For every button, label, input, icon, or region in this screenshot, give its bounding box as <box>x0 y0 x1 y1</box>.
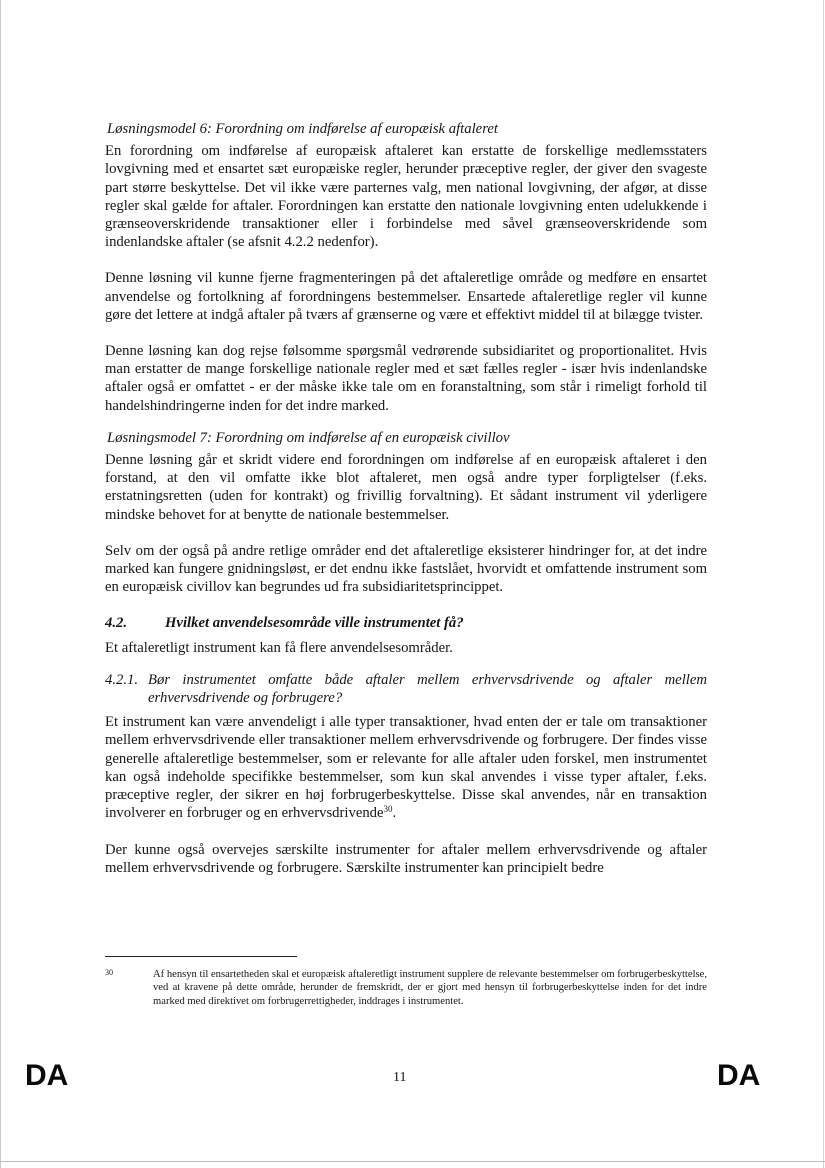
section-4-2-1-paragraph-1 <box>105 713 707 822</box>
model6-paragraph-3: Denne løsning kan dog rejse følsomme spørgsmål vedrørende subsidiaritet og proportionalitet. Hvis man erstatter de mange forskellige nationale regler med et sæt fælles regler - især hvis indenlandske aftaler også er omfattet - er der måske ikke tale om en foranstaltning, som står i rimeligt forhold til handelshindringerne inden for det indre marked. <box>105 343 707 414</box>
footnote-30 <box>105 968 707 1008</box>
section-4-2-1-paragraph-1-end: . <box>392 805 397 822</box>
model6-paragraph-2: Denne løsning vil kunne fjerne fragmenteringen på det aftaleretlige område og medføre en ensartet anvendelse og fortolkning af forordningens bestemmelser. Ensartede aftaleretlige regler vil kunne gøre det lettere at indgå aftaler på tværs af grænserne og være et effektivt middel til at bilægge tvister. <box>105 270 707 323</box>
section-4-2-1-paragraph-2: Der kunne også overvejes særskilte instrumenter for aftaler mellem erhvervsdrivende og aftaler mellem erhvervsdrivende og forbrugere. Særskilte instrumenter kan principielt bedre <box>105 841 707 876</box>
section-4-2-number: 4.2. <box>105 615 128 632</box>
page-body <box>105 120 707 877</box>
section-4-2-1-paragraph-1-text: Et instrument kan være anvendeligt i alle typer transaktioner, hvad enten der er tale om transaktioner mellem erhvervsdrivende eller transaktioner mellem erhvervsdrivende og forbrugere. Der findes visse generelle aftaleretlige bestemmelser, som er relevante for alle aftaler uden forskel, men instrumentet kan også indeholde specifikke bestemmelser, som kun skal anvendes i visse typer aftaler, f.eks. præceptive regler, der sikrer en høj forbrugerbeskyttelse. Disse skal anvendes, når en transaktion involverer en forbruger og en erhvervsdrivende <box>105 714 707 822</box>
model6-heading: Løsningsmodel 6: Forordning om indførelse af europæisk aftaleret <box>107 121 498 137</box>
section-4-2-heading <box>105 614 707 632</box>
model6-paragraph-1: En forordning om indførelse af europæisk aftaleret kan erstatte de forskellige medlemsstaters lovgivning med et ensartet sæt europæiske regler, herunder præceptive regler, der giver den svageste part større beskyttelse. Det vil ikke være parternes valg, men national lovgivning, der afgør, at disse regler skal gælde for aftaler. Forordningen kan erstatte den nationale lovgivning enten udelukkende i grænseoverskridende transaktioner eller i forbindelse med såvel grænseoverskridende som indenlandske aftaler (se afsnit 4.2.2 nedenfor). <box>105 143 707 251</box>
language-code-left: DA <box>25 1059 69 1092</box>
scan-edge-left <box>0 0 1 1168</box>
footnote-text: Af hensyn til ensartetheden skal et europæisk aftaleretligt instrument supplere de relevante bestemmelser om forbrugerbeskyttelse, ved at kravene på dette område, herunder de fremskridt, der er gjort med hensyn til forbrugerbeskyttelse inden for det indre marked med direktivet om forbrugerrettigheder, inddrages i instrumentet. <box>153 969 707 1007</box>
scan-edge-bottom <box>0 1161 825 1162</box>
section-4-2-paragraph: Et aftaleretligt instrument kan få flere anvendelsesområder. <box>105 639 453 656</box>
page-number: 11 <box>393 1070 407 1085</box>
section-4-2-title: Hvilket anvendelsesområde ville instrumentet få? <box>165 615 464 632</box>
scan-edge-right <box>823 0 824 1168</box>
model7-heading: Løsningsmodel 7: Forordning om indførelse af en europæisk civillov <box>107 429 510 446</box>
model7-paragraph-1: Denne løsning går et skridt videre end forordningen om indførelse af en europæisk aftaleret i den forstand, at den vil omfatte ikke blot aftaleret, men også andre typer forpligtelser (f.eks. erstatningsretten (uden for kontrakt) og frivillig forvaltning). Et sådant instrument vil yderligere mindske behovet for at benytte de nationale bestemmelser. <box>105 452 707 523</box>
section-4-2-1-title: Bør instrumentet omfatte både aftaler mellem erhvervsdrivende og aftaler mellem erhvervsdrivende og forbrugere? <box>148 671 707 707</box>
footnote-number: 30 <box>105 968 113 977</box>
section-4-2-1-number: 4.2.1. <box>105 671 139 688</box>
footnote-reference-30[interactable]: 30 <box>383 804 393 815</box>
model7-paragraph-2: Selv om der også på andre retlige områder end det aftaleretlige eksisterer hindringer for, at det indre marked kan fungere gnidningsløst, er det endnu ikke fastslået, hvorvidt et omfattende instrument som en europæisk civillov kan begrundes ud fra subsidiaritetsprincippet. <box>105 542 707 596</box>
language-code-right: DA <box>717 1059 761 1092</box>
section-4-2-1-heading <box>105 671 707 707</box>
footnote-separator <box>105 956 297 957</box>
